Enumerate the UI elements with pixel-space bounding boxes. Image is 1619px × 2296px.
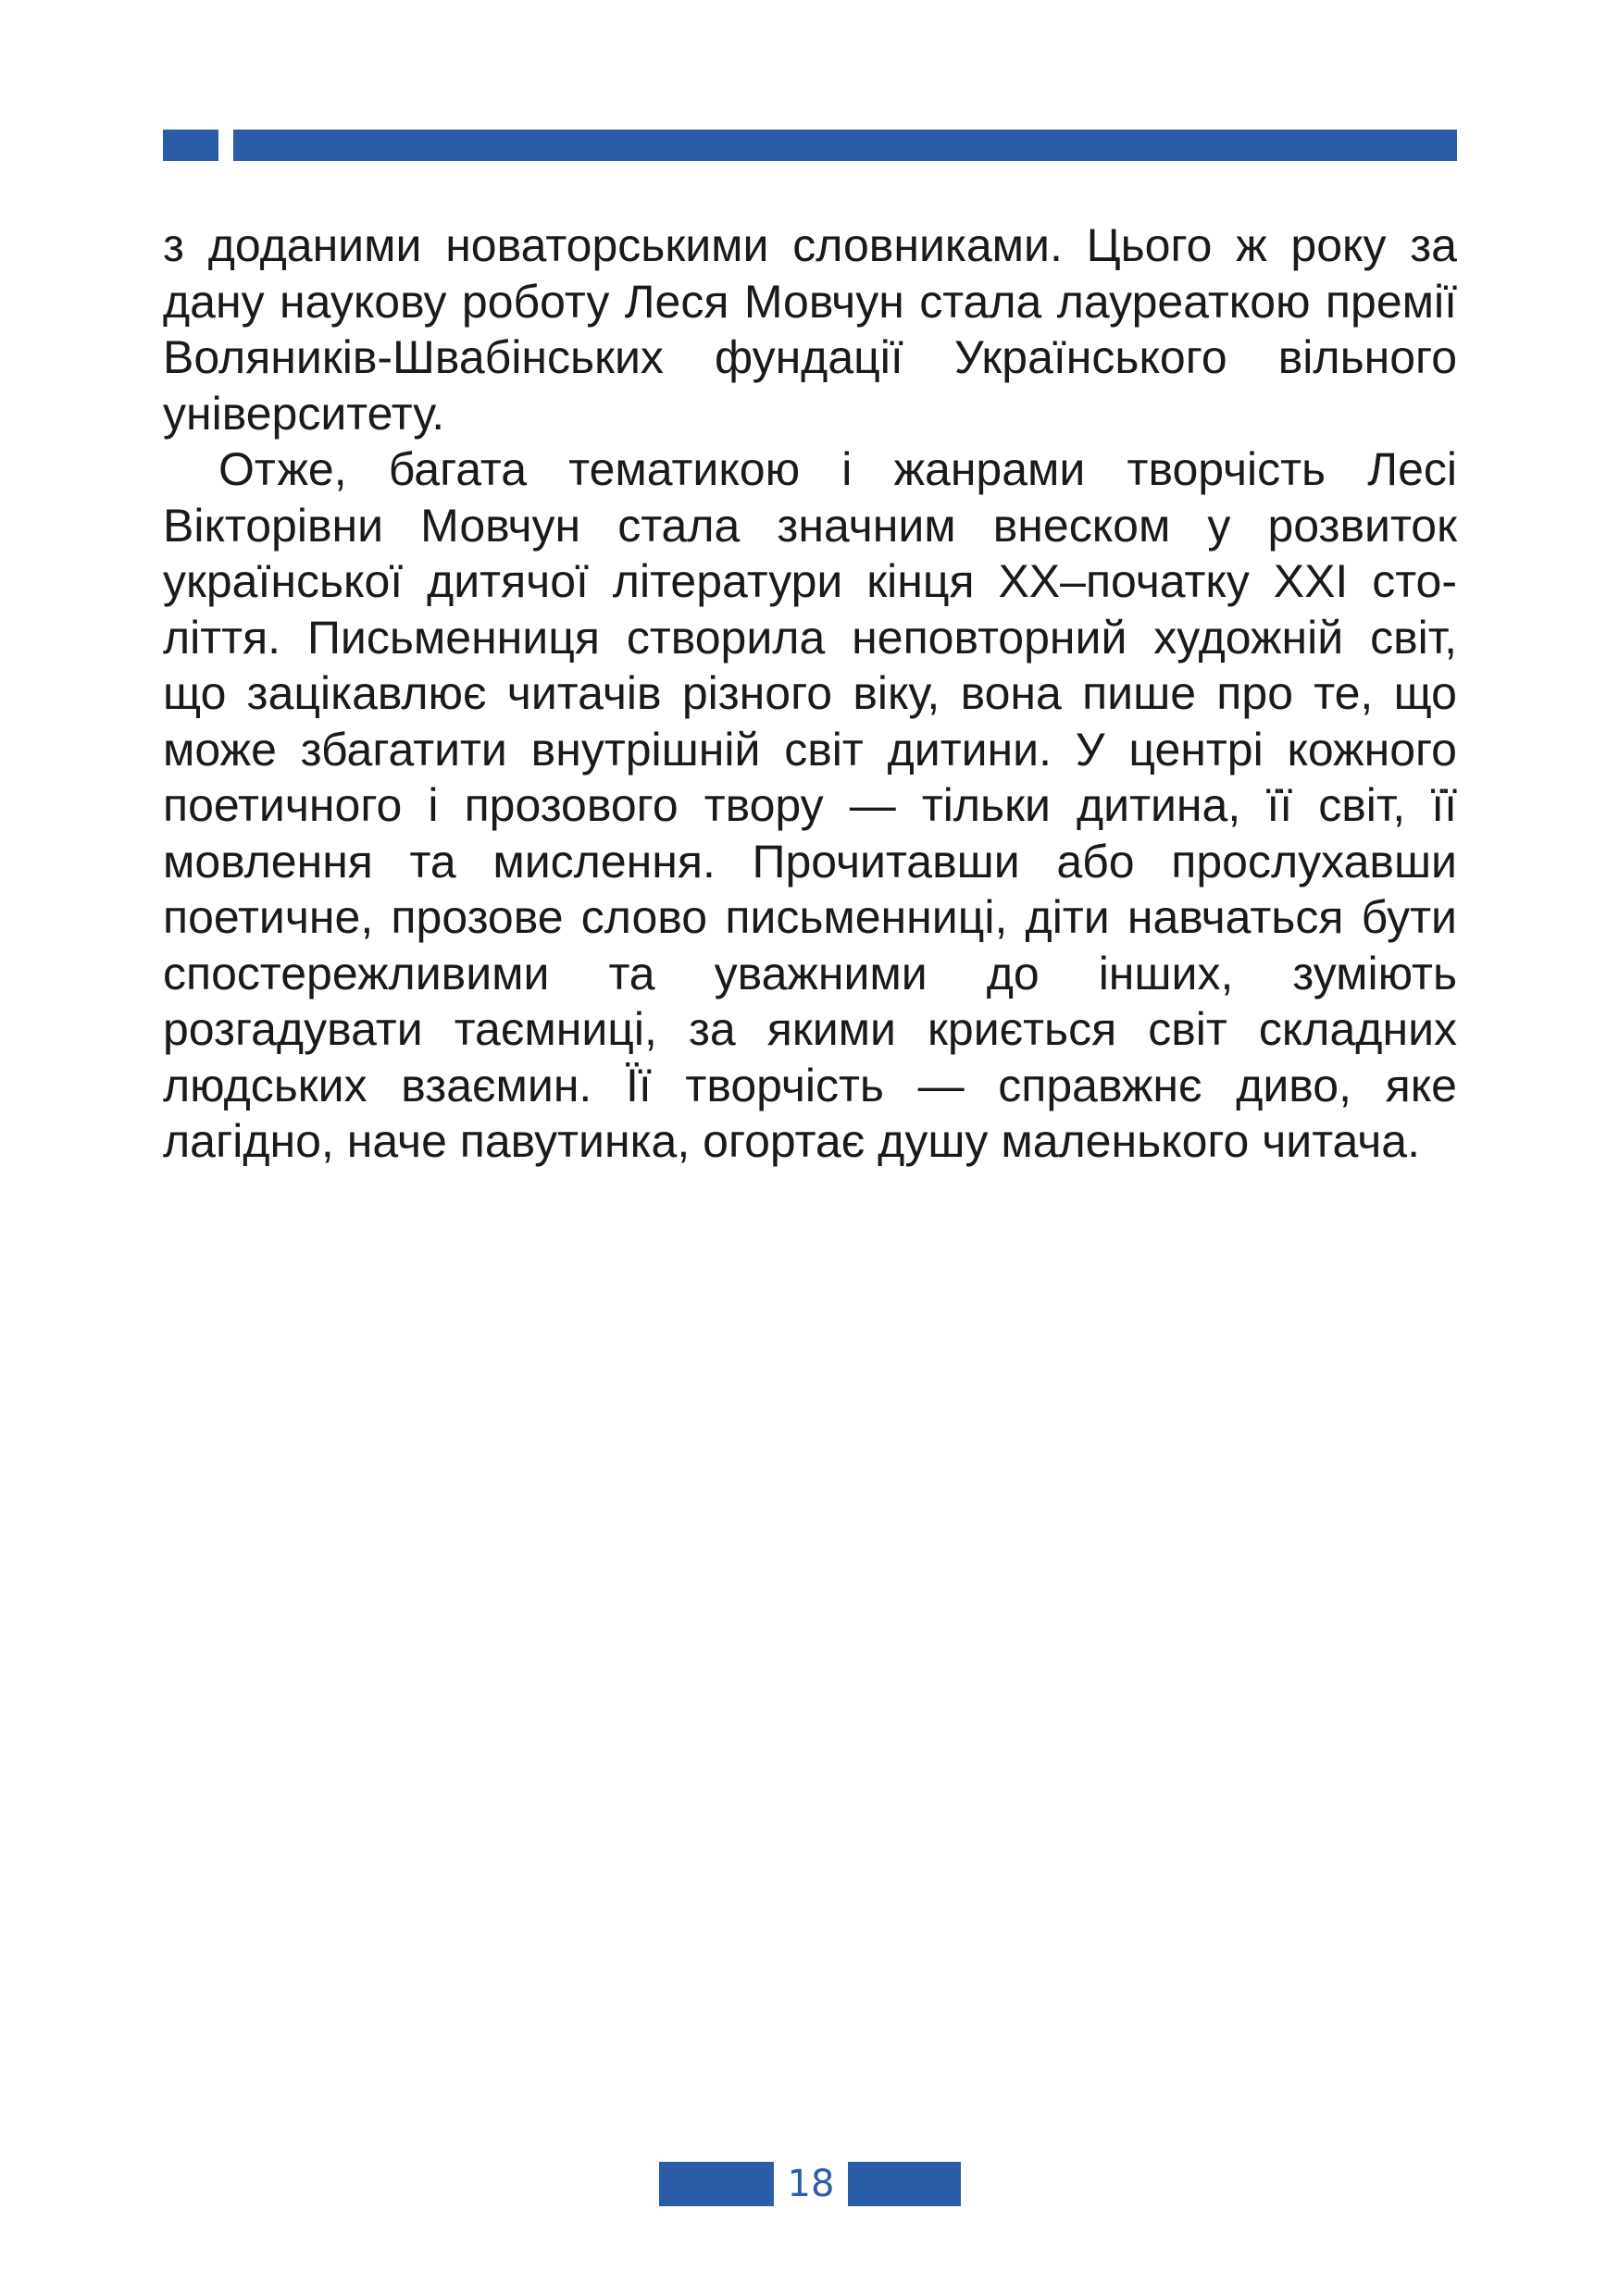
header-accent-block [163,130,218,161]
header-rule [233,130,1457,161]
paragraph-conclusion: Отже, багата тематикою і жанрами творчість Лесі Вікторівни Мовчун стала значним внеском у розвиток української дитячої літератури кінця ХХ–початку ХХІ століття. Письменниця створила неповторний художній світ, що зацікавлює читачів різного віку, вона пише про те, що може збагатити внутрішній світ дитини. У центрі кожного поетичного і прозового твору — тільки дитина, її світ, її мовлення та мислення. Прочитавши або прослухавши поетичне, прозове слово письменниці, діти навчаться бути спостережливими та уважними до інших, зуміють розгадувати таємниці, за якими криється світ складних людських взаємин. Її творчість — справжнє диво, яке лагідно, наче павутинка, огортає душу маленького читача. [163,443,1457,1167]
page-footer [659,2162,961,2206]
page-number: 18 [787,2163,835,2205]
body-text [163,217,1457,1170]
footer-bar-right [848,2162,961,2206]
footer-bar-left [659,2162,774,2206]
paragraph-continuation: з доданими новаторськими словниками. Цього ж року за дану наукову роботу Леся Мовчун стала лауреаткою премії Воляників-Швабінських фундації Українського вільного університету. [163,219,1457,440]
